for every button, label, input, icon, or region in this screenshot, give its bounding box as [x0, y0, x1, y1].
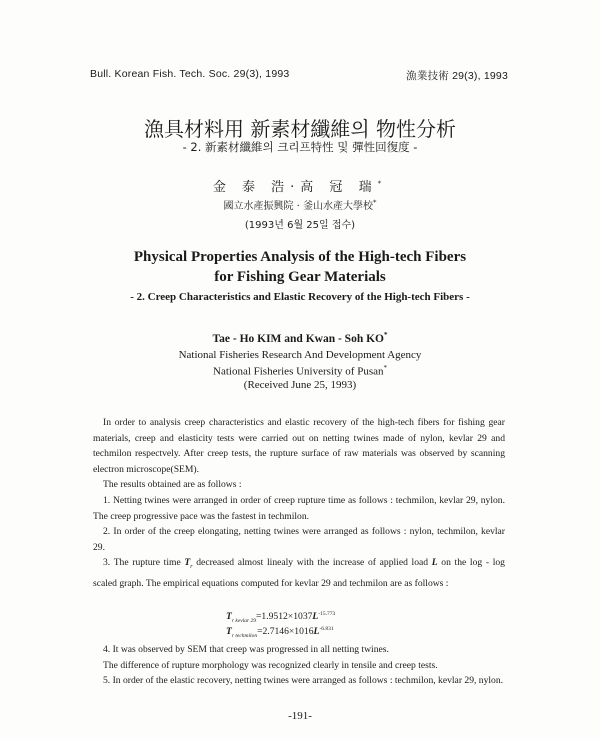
english-subtitle: - 2. Creep Characteristics and Elastic Recovery of the High-tech Fibers - — [130, 291, 470, 303]
korean-title: 漁具材料用 新素材纖維의 物性分析 — [143, 117, 457, 141]
abstract-p5-a: 3. The rupture time — [103, 557, 185, 569]
english-affiliation2-mark: * — [383, 364, 387, 372]
abstract-p5-c: on the log - log scaled graph. The empirical equations computed for kevlar 29 and techmilon are as follows : — [93, 557, 505, 589]
korean-authors-text: 金 泰 浩·高 冠 瑞 — [212, 180, 378, 195]
equation-kevlar — [226, 611, 335, 624]
korean-authors-mark: * — [377, 179, 388, 188]
eq1-var: T — [226, 611, 232, 623]
abstract-paragraph-5 — [93, 555, 505, 591]
english-received: (Received June 25, 1993) — [243, 379, 357, 391]
abstract-p5-var: T — [184, 557, 191, 569]
abstract — [93, 415, 505, 591]
english-affiliation2-text: National Fisheries University of Pusan — [213, 365, 384, 378]
abstract-paragraph-2: The results obtained are as follows : — [103, 479, 242, 491]
korean-received: (1993년 6월 25일 접수) — [244, 220, 356, 231]
abstract-paragraph-3: 1. Netting twines were arranged in order of creep rupture time as follows : techmilon, kevlar 29, nylon. The creep progressive pace was the fastest in techmilon. — [93, 494, 505, 522]
page-number: -191- — [288, 710, 312, 722]
korean-authors — [0, 176, 600, 195]
eq2-var: T — [226, 626, 232, 638]
abstract-paragraph-1: In order to analysis creep characteristics and elastic recovery of the high-tech fibers for fishing gear materials, creep and elasticity tests were carried out on netting twines made of nylon, kevlar 29 and techmilon respectvely. After creep tests, the rupture surface of raw materials was observed by scanning electron microscope(SEM). — [93, 417, 505, 475]
english-authors-text: Tae - Ho KIM and Kwan - Soh KO — [212, 332, 384, 345]
english-authors-mark: * — [383, 331, 388, 339]
abstract-paragraph-7: The difference of rupture morphology was recognized clearly in tensile and creep tests. — [103, 659, 438, 671]
english-title-line2: for Fishing Gear Materials — [214, 269, 386, 285]
abstract-continued — [93, 642, 505, 689]
eq2-var2: L — [313, 626, 320, 638]
journal-header-right: 漁業技術 29(3), 1993 — [406, 70, 508, 82]
korean-affiliation — [0, 197, 600, 212]
abstract-p5-b: decreased almost linealy with the increase of applied load — [192, 557, 432, 569]
abstract-p5-sub: r — [190, 564, 193, 571]
eq2-exp: -6.831 — [319, 626, 334, 632]
abstract-paragraph-4: 2. In order of the creep elongating, netting twines were arranged as follows : nylon, techmilon, kevlar 29. — [93, 526, 505, 553]
abstract-paragraph-8: 5. In order of the elastic recovery, netting twines were arranged as follows : techmilon, kevlar 29, nylon. — [103, 675, 504, 687]
abstract-p5-var2: L — [431, 557, 438, 569]
korean-subtitle: - 2. 新素材纖維의 크리프特性 및 彈性回復度 - — [182, 140, 418, 154]
english-authors — [0, 331, 600, 345]
abstract-paragraph-6: 4. It was observed by SEM that creep was progressed in all netting twines. — [103, 644, 389, 655]
journal-header-left: Bull. Korean Fish. Tech. Soc. 29(3), 1993 — [90, 68, 290, 80]
eq1-sub: r kevlar 29 — [231, 618, 257, 625]
english-title-line1: Physical Properties Analysis of the High-tech Fibers — [133, 249, 467, 265]
eq2-body: =2.7146×1016 — [257, 626, 314, 638]
korean-affiliation-mark: * — [373, 198, 377, 207]
english-affiliation2 — [0, 364, 600, 378]
equation-techmilon — [226, 626, 334, 639]
eq1-var2: L — [312, 611, 319, 623]
english-affiliation1: National Fisheries Research And Development Agency — [178, 349, 422, 361]
korean-affiliation-text: 國立水產振興院 · 釜山水產大學校 — [223, 201, 374, 212]
eq2-sub: r techmilon — [231, 633, 258, 640]
eq1-body: =1.9512×1037 — [256, 611, 313, 623]
eq1-exp: -15.773 — [318, 611, 336, 617]
